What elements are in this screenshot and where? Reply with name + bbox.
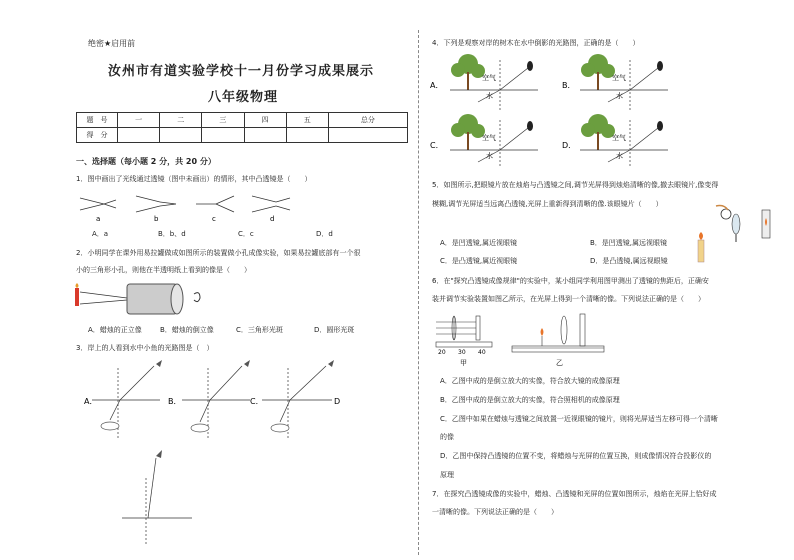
q5-stem-line1: 5．如图所示,把眼镜片放在烛焰与凸透镜之间,调节光屏得到烛焰清晰的像,撤去眼镜片,像变得 xyxy=(432,181,719,189)
q4-fig-label: C． xyxy=(430,141,444,150)
subject-title: 八年级物理 xyxy=(208,90,279,105)
score-input-cell[interactable] xyxy=(328,128,407,143)
q2-stem-line1: 2．小明同学在课外用易拉罐做成如图所示的装置做小孔成像实验，如果易拉罐底部有一个很 xyxy=(76,249,361,257)
q4-air-label: 空气 xyxy=(612,134,626,142)
q5-option-d[interactable]: D．是凸透镜,属远视眼镜 xyxy=(590,257,668,265)
q2-option-b[interactable]: B．蜡烛的倒立像 xyxy=(160,326,214,334)
q1-option-c[interactable]: C．c xyxy=(238,230,254,238)
q4-stem: 4．下列是观察对岸的树木在水中倒影的光路图，正确的是（ ） xyxy=(432,39,640,47)
q7-stem-line1: 7．在探究凸透镜成像的实验中，蜡烛、凸透镜和光屏的位置如图所示，烛焰在光屏上恰好成 xyxy=(432,490,717,498)
score-table-score-row xyxy=(77,128,408,143)
score-input-cell[interactable] xyxy=(118,128,160,143)
q6-ruler-label: 20 xyxy=(438,349,446,356)
q4-air-label: 空气 xyxy=(482,74,496,82)
score-cell: 五 xyxy=(286,113,328,128)
q1-fig-label: d xyxy=(270,215,275,223)
q1-fig-label: b xyxy=(154,215,159,223)
q6-ruler-label: 30 xyxy=(458,349,466,356)
score-cell: 三 xyxy=(202,113,244,128)
q1-fig-label: c xyxy=(212,215,216,223)
q2-option-c[interactable]: C．三角形光斑 xyxy=(236,326,283,334)
q6-option-b[interactable]: B．乙图中成的是倒立放大的实像，符合照相机的成像原理 xyxy=(440,396,620,404)
score-input-cell[interactable] xyxy=(286,128,328,143)
q2-figure xyxy=(72,280,212,316)
q1-option-d[interactable]: D．d xyxy=(316,230,333,238)
q4-fig-label: A． xyxy=(430,81,444,90)
page-divider xyxy=(418,30,419,555)
score-table xyxy=(76,112,408,143)
q5-option-b[interactable]: B．是凹透镜,属远视眼镜 xyxy=(590,239,668,247)
score-table-header-row xyxy=(77,113,408,128)
q2-option-a[interactable]: A．蜡烛的正立像 xyxy=(88,326,142,334)
score-input-cell[interactable] xyxy=(160,128,202,143)
q6-option-a[interactable]: A．乙图中成的是倒立放大的实像，符合放大镜的成像原理 xyxy=(440,377,620,385)
q4-air-label: 空气 xyxy=(612,74,626,82)
q7-stem-line2: 一清晰的像。下列说法正确的是（ ） xyxy=(432,508,558,516)
q4-water-label: 水 xyxy=(616,92,623,100)
q3-fig-label: A． xyxy=(84,397,98,406)
q5-figure xyxy=(690,198,780,268)
q1-figure xyxy=(76,190,296,224)
q1-stem: 1．图中画出了光线通过透镜（图中未画出）的情形，其中凸透镜是（ ） xyxy=(76,175,312,183)
q2-option-d[interactable]: D．圆形光斑 xyxy=(314,326,355,334)
q6-option-d-cont: 原理 xyxy=(440,471,454,479)
q6-stem-line2: 装并调节实验装置如图乙所示，在光屏上得到一个清晰的像。下列说法正确的是（ ） xyxy=(432,295,705,303)
q6-ruler-label: 40 xyxy=(478,349,486,356)
q6-stem-line1: 6．在"探究凸透镜成像规律"的实验中，某小组同学利用图甲测出了透镜的焦距后，正确安 xyxy=(432,277,709,285)
q5-option-c[interactable]: C．是凸透镜,属近视眼镜 xyxy=(440,257,518,265)
score-input-cell[interactable] xyxy=(244,128,286,143)
q3-figure xyxy=(82,358,352,548)
q5-option-a[interactable]: A．是凹透镜,属近视眼镜 xyxy=(440,239,518,247)
score-input-cell[interactable] xyxy=(202,128,244,143)
q6-fig-yi: 乙 xyxy=(556,359,563,367)
q6-fig-jia: 甲 xyxy=(460,359,467,367)
q4-fig-label: B． xyxy=(562,81,576,90)
q1-option-b[interactable]: B．b、d xyxy=(158,230,186,238)
q5-stem-line2: 模糊,调节光屏适当远离凸透镜,光屏上重新得到清晰的像.该眼镜片（ ） xyxy=(432,200,663,208)
q4-figure xyxy=(428,50,688,168)
q3-stem: 3．岸上的人看到水中小鱼的光路图是（ ） xyxy=(76,344,214,352)
q6-figure xyxy=(432,308,612,368)
score-cell: 一 xyxy=(118,113,160,128)
score-cell: 二 xyxy=(160,113,202,128)
q4-air-label: 空气 xyxy=(482,134,496,142)
q3-fig-label: D xyxy=(334,397,341,406)
secret-label: 绝密★启用前 xyxy=(88,39,136,48)
q4-water-label: 水 xyxy=(486,152,493,160)
q4-water-label: 水 xyxy=(616,152,623,160)
q1-fig-label: a xyxy=(96,215,101,223)
score-cell: 四 xyxy=(244,113,286,128)
score-cell: 得 分 xyxy=(77,128,118,143)
q4-water-label: 水 xyxy=(486,92,493,100)
score-cell: 总分 xyxy=(328,113,407,128)
q3-fig-label: B． xyxy=(168,397,182,406)
q1-option-a[interactable]: A．a xyxy=(92,230,109,238)
score-cell: 题 号 xyxy=(77,113,118,128)
q6-option-d[interactable]: D．乙图中保持凸透镜的位置不变，将蜡烛与光屏的位置互换，则成像情况符合投影仪的 xyxy=(440,452,712,460)
q2-stem-line2: 小的三角形小孔，则他在半透明纸上看到的像是（ ） xyxy=(76,266,251,274)
q6-option-c[interactable]: C．乙图中如果在蜡烛与透镜之间放置一近视眼镜的镜片，则将光屏适当左移可得一个清晰 xyxy=(440,415,718,423)
school-title: 汝州市有道实验学校十一月份学习成果展示 xyxy=(108,64,375,79)
q3-fig-label: C． xyxy=(250,397,264,406)
q4-fig-label: D． xyxy=(562,141,577,150)
q6-option-c-cont: 的像 xyxy=(440,433,454,441)
section1-title: 一、选择题（每小题 2 分，共 20 分） xyxy=(76,157,216,166)
